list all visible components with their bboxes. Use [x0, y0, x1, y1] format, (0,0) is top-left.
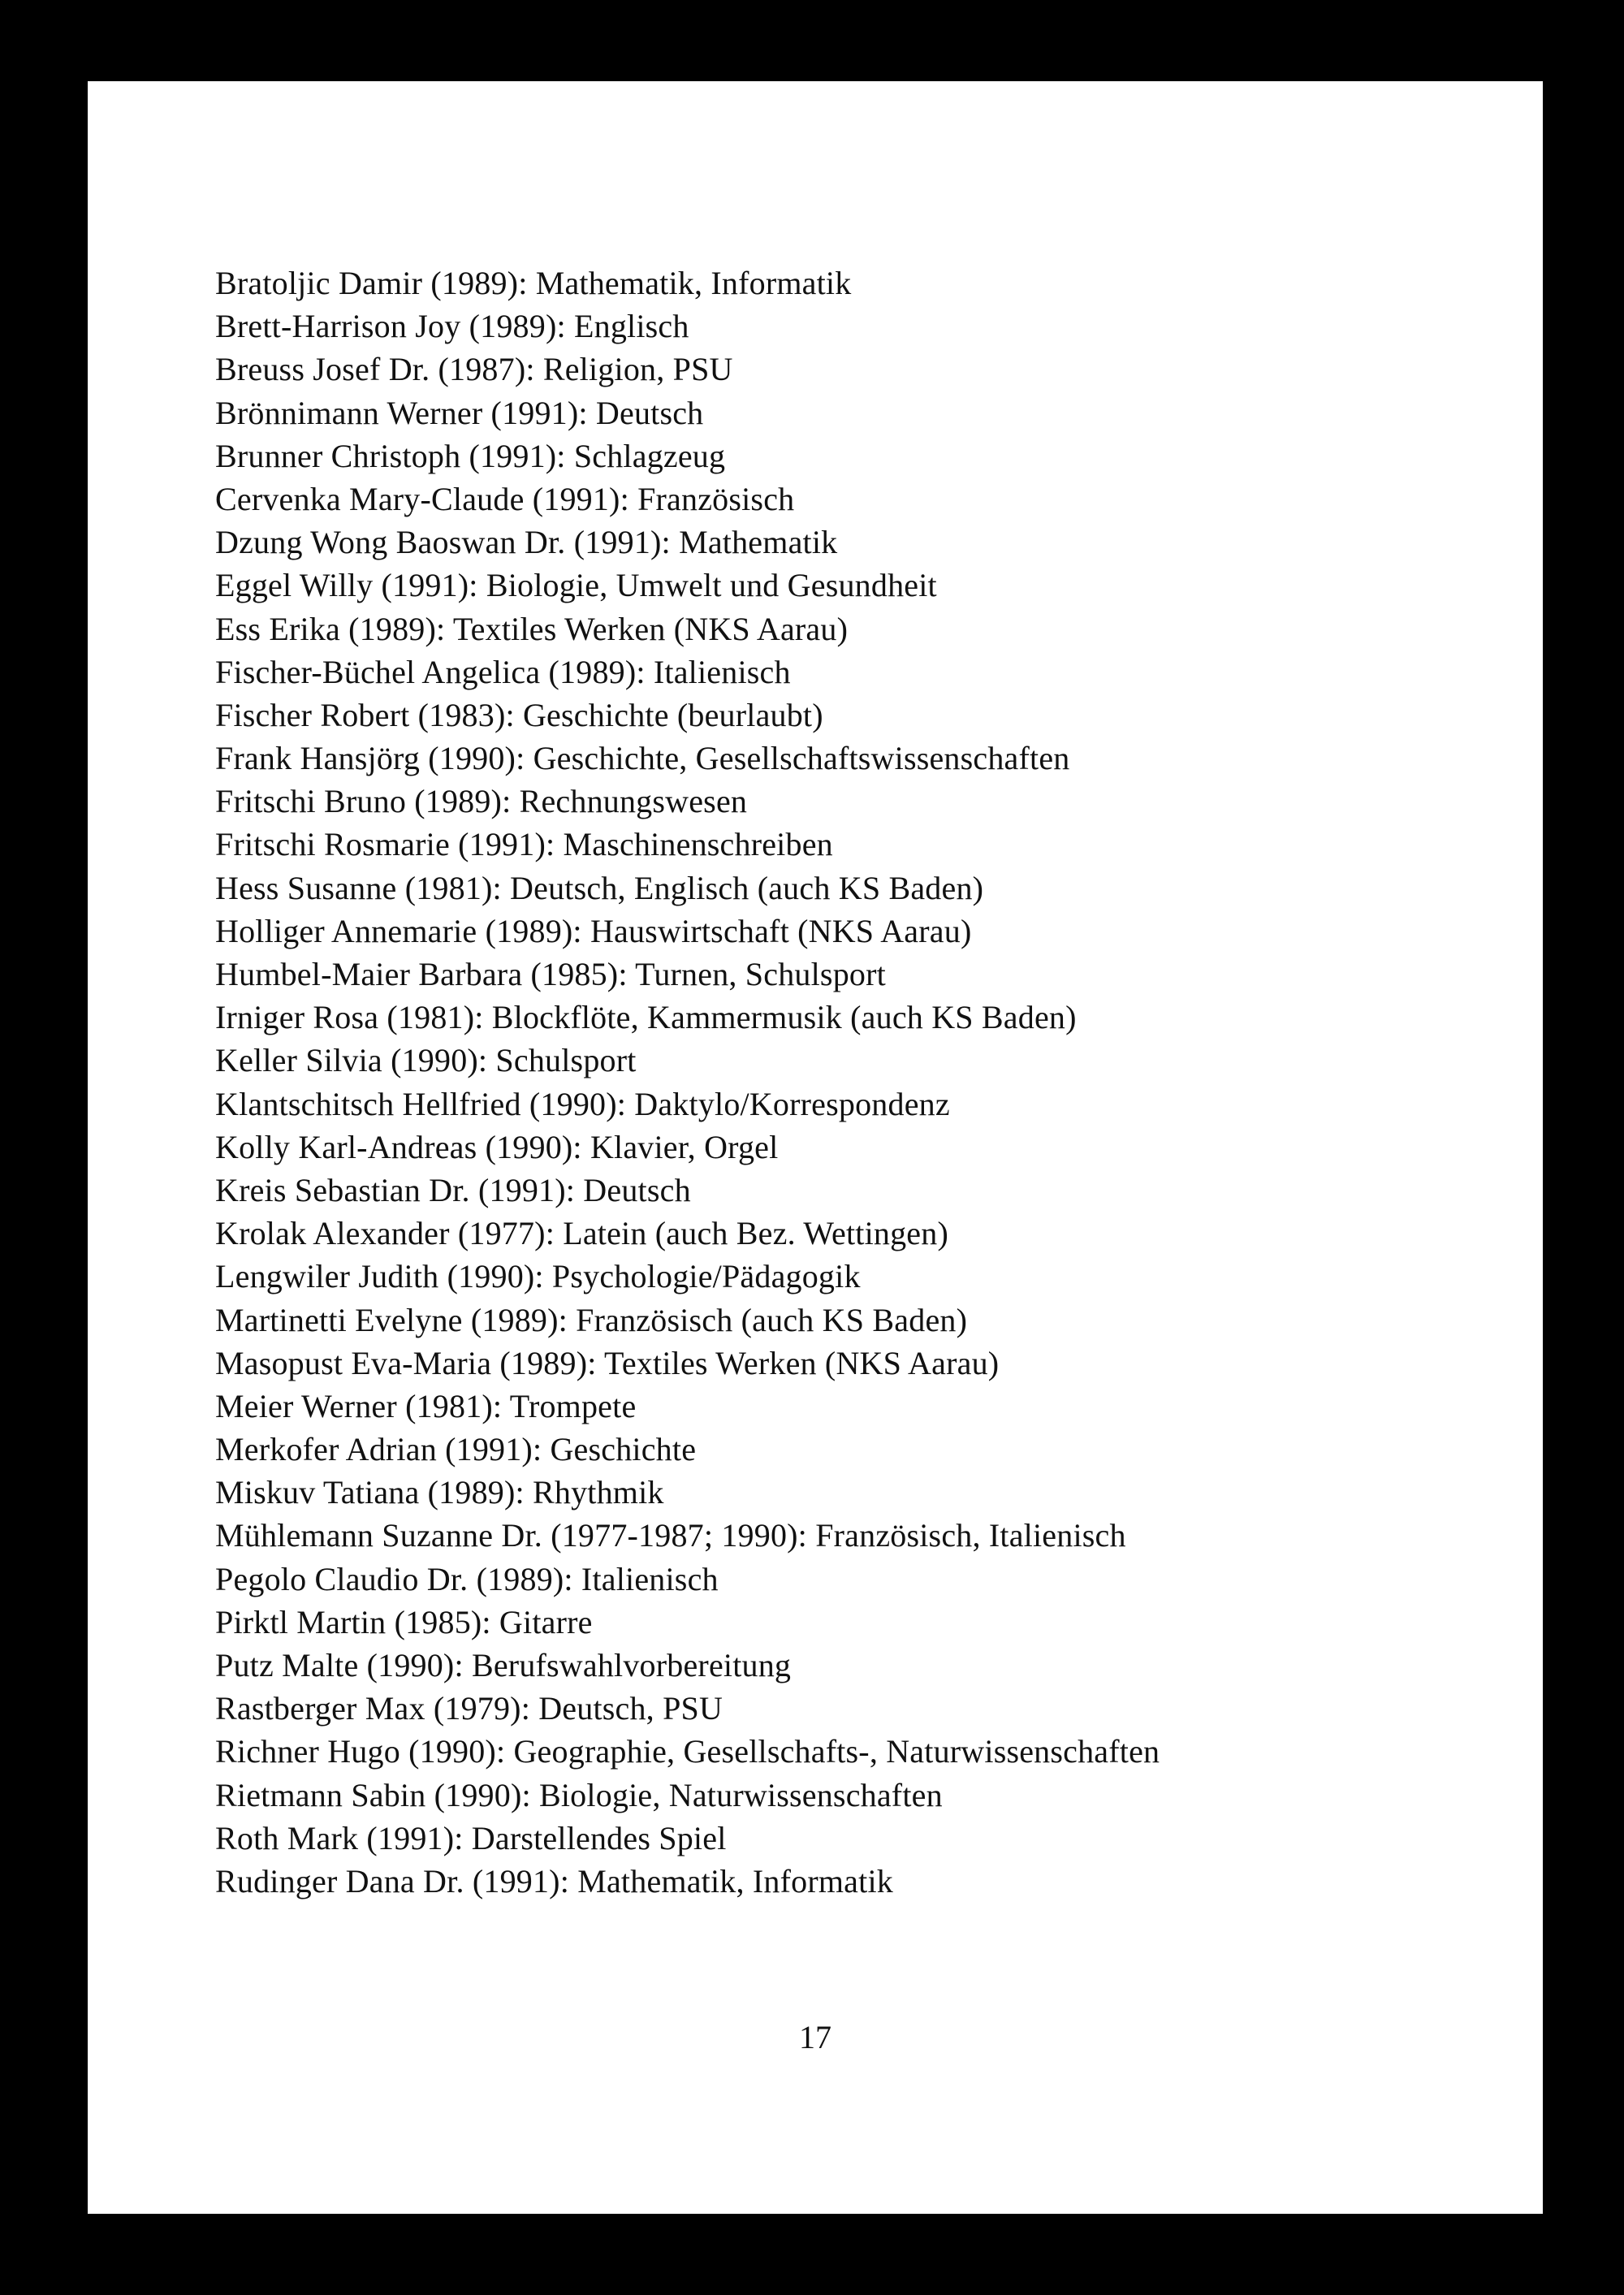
teacher-list	[215, 261, 1498, 1903]
list-item: Fritschi Rosmarie (1991): Maschinenschreiben	[215, 826, 833, 863]
list-item: Martinetti Evelyne (1989): Französisch (auch KS Baden)	[215, 1301, 968, 1338]
list-item: Kreis Sebastian Dr. (1991): Deutsch	[215, 1171, 691, 1208]
list-item: Meier Werner (1981): Trompete	[215, 1387, 637, 1424]
list-item: Merkofer Adrian (1991): Geschichte	[215, 1431, 697, 1468]
list-item: Frank Hansjörg (1990): Geschichte, Gesellschaftswissenschaften	[215, 740, 1070, 777]
list-item: Fischer-Büchel Angelica (1989): Italienisch	[215, 653, 791, 690]
document-page	[88, 81, 1543, 2214]
list-item: Fritschi Bruno (1989): Rechnungswesen	[215, 783, 748, 820]
page-number: 17	[799, 2019, 831, 2055]
list-item: Miskuv Tatiana (1989): Rhythmik	[215, 1474, 664, 1511]
list-item: Rietmann Sabin (1990): Biologie, Naturwissenschaften	[215, 1776, 943, 1813]
list-item: Fischer Robert (1983): Geschichte (beurlaubt)	[215, 696, 823, 733]
list-item: Brunner Christoph (1991): Schlagzeug	[215, 437, 726, 474]
list-item: Masopust Eva-Maria (1989): Textiles Werken (NKS Aarau)	[215, 1344, 1000, 1381]
list-item: Hess Susanne (1981): Deutsch, Englisch (auch KS Baden)	[215, 869, 984, 906]
list-item: Richner Hugo (1990): Geographie, Gesellschafts-, Naturwissenschaften	[215, 1733, 1160, 1770]
list-item: Breuss Josef Dr. (1987): Religion, PSU	[215, 351, 733, 388]
list-item: Eggel Willy (1991): Biologie, Umwelt und Gesundheit	[215, 567, 937, 604]
list-item: Lengwiler Judith (1990): Psychologie/Pädagogik	[215, 1258, 861, 1295]
list-item: Pirktl Martin (1985): Gitarre	[215, 1603, 593, 1640]
list-item: Bratoljic Damir (1989): Mathematik, Informatik	[215, 265, 852, 301]
list-item: Rastberger Max (1979): Deutsch, PSU	[215, 1690, 723, 1727]
list-item: Pegolo Claudio Dr. (1989): Italienisch	[215, 1560, 719, 1597]
list-item: Mühlemann Suzanne Dr. (1977-1987; 1990): Französisch, Italienisch	[215, 1517, 1126, 1554]
list-item: Putz Malte (1990): Berufswahlvorbereitung	[215, 1647, 792, 1683]
list-item: Dzung Wong Baoswan Dr. (1991): Mathematik	[215, 524, 838, 561]
list-item: Holliger Annemarie (1989): Hauswirtschaft (NKS Aarau)	[215, 912, 972, 949]
list-item: Keller Silvia (1990): Schulsport	[215, 1042, 637, 1079]
list-item: Ess Erika (1989): Textiles Werken (NKS Aarau)	[215, 610, 849, 647]
list-item: Cervenka Mary-Claude (1991): Französisch	[215, 480, 795, 517]
list-item: Roth Mark (1991): Darstellendes Spiel	[215, 1819, 727, 1856]
list-item: Klantschitsch Hellfried (1990): Daktylo/Korrespondenz	[215, 1085, 950, 1122]
list-item: Rudinger Dana Dr. (1991): Mathematik, Informatik	[215, 1862, 893, 1900]
list-item: Irniger Rosa (1981): Blockflöte, Kammermusik (auch KS Baden)	[215, 999, 1077, 1036]
list-item: Krolak Alexander (1977): Latein (auch Bez. Wettingen)	[215, 1215, 948, 1252]
list-item: Humbel-Maier Barbara (1985): Turnen, Schulsport	[215, 956, 886, 992]
list-item: Kolly Karl-Andreas (1990): Klavier, Orgel	[215, 1128, 779, 1165]
list-item: Brett-Harrison Joy (1989): Englisch	[215, 308, 689, 345]
list-item: Brönnimann Werner (1991): Deutsch	[215, 394, 704, 431]
